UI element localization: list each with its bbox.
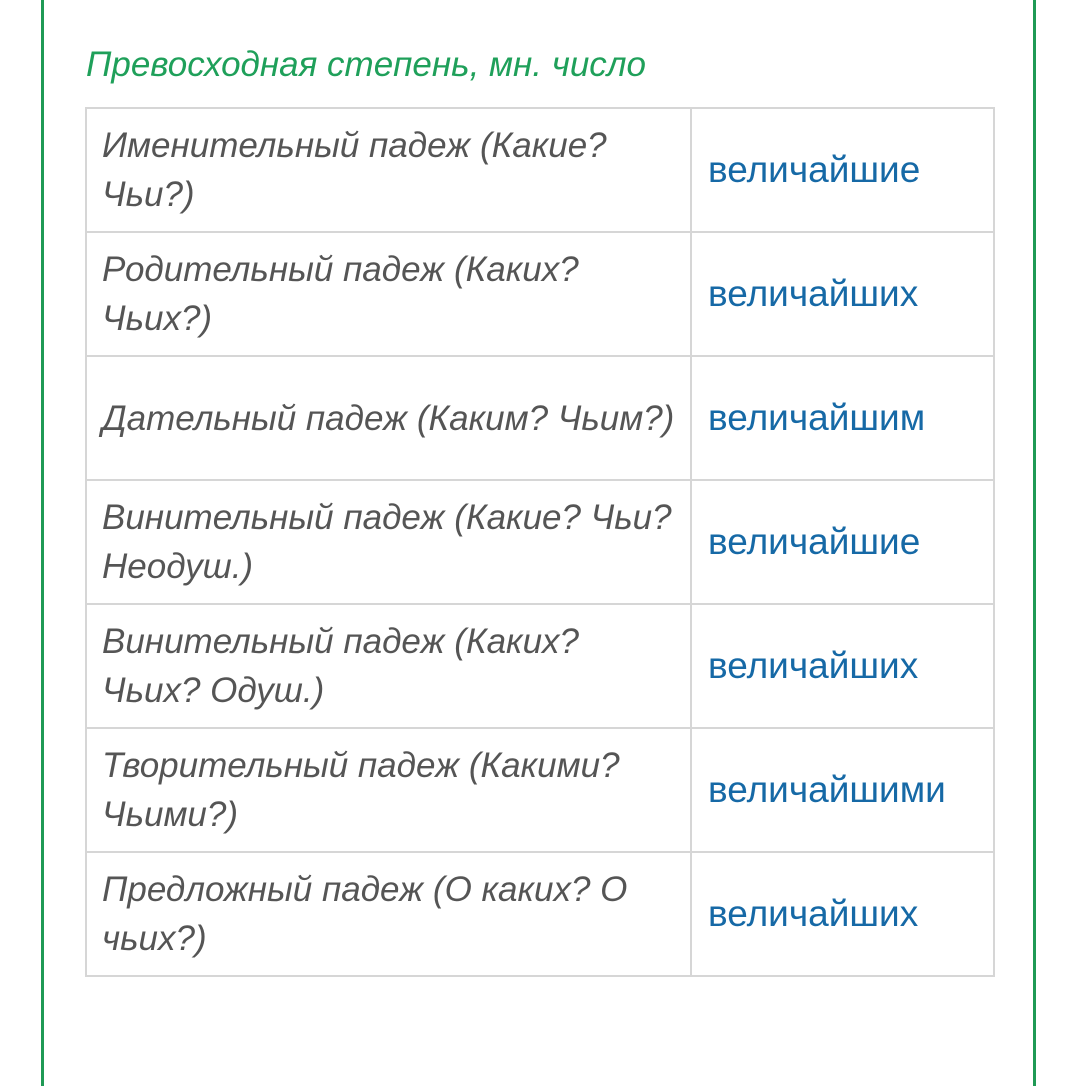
case-label: Предложный падеж (О каких? О чьих?): [102, 870, 628, 958]
case-label: Творительный падеж (Какими? Чьими?): [102, 746, 620, 834]
table-row: [86, 728, 994, 852]
word-form-link[interactable]: величайших: [708, 273, 919, 314]
table-row: [86, 604, 994, 728]
word-form-link[interactable]: величайших: [708, 893, 919, 934]
case-cell: [86, 604, 691, 728]
form-cell: [691, 108, 994, 232]
form-cell: [691, 480, 994, 604]
word-form-link[interactable]: величайшими: [708, 769, 946, 810]
word-form-link[interactable]: величайших: [708, 645, 919, 686]
table-heading: Превосходная степень, мн. число: [86, 45, 646, 84]
case-label: Винительный падеж (Какие? Чьи? Неодуш.): [102, 498, 672, 586]
form-cell: [691, 728, 994, 852]
word-form-link[interactable]: величайшим: [708, 397, 926, 438]
case-label: Винительный падеж (Каких? Чьих? Одуш.): [102, 622, 579, 710]
table-row: [86, 108, 994, 232]
case-cell: [86, 356, 691, 480]
case-label: Родительный падеж (Каких? Чьих?): [102, 250, 579, 338]
table-row: [86, 356, 994, 480]
case-cell: [86, 108, 691, 232]
table-row: [86, 852, 994, 976]
word-form-link[interactable]: величайшие: [708, 521, 921, 562]
case-cell: [86, 480, 691, 604]
form-cell: [691, 232, 994, 356]
form-cell: [691, 356, 994, 480]
case-cell: [86, 852, 691, 976]
case-label: Дательный падеж (Каким? Чьим?): [102, 398, 675, 438]
case-cell: [86, 232, 691, 356]
word-form-link[interactable]: величайшие: [708, 149, 921, 190]
case-label: Именительный падеж (Какие? Чьи?): [102, 126, 607, 214]
table-row: [86, 232, 994, 356]
declension-table: [85, 107, 995, 977]
form-cell: [691, 604, 994, 728]
form-cell: [691, 852, 994, 976]
table-row: [86, 480, 994, 604]
case-cell: [86, 728, 691, 852]
